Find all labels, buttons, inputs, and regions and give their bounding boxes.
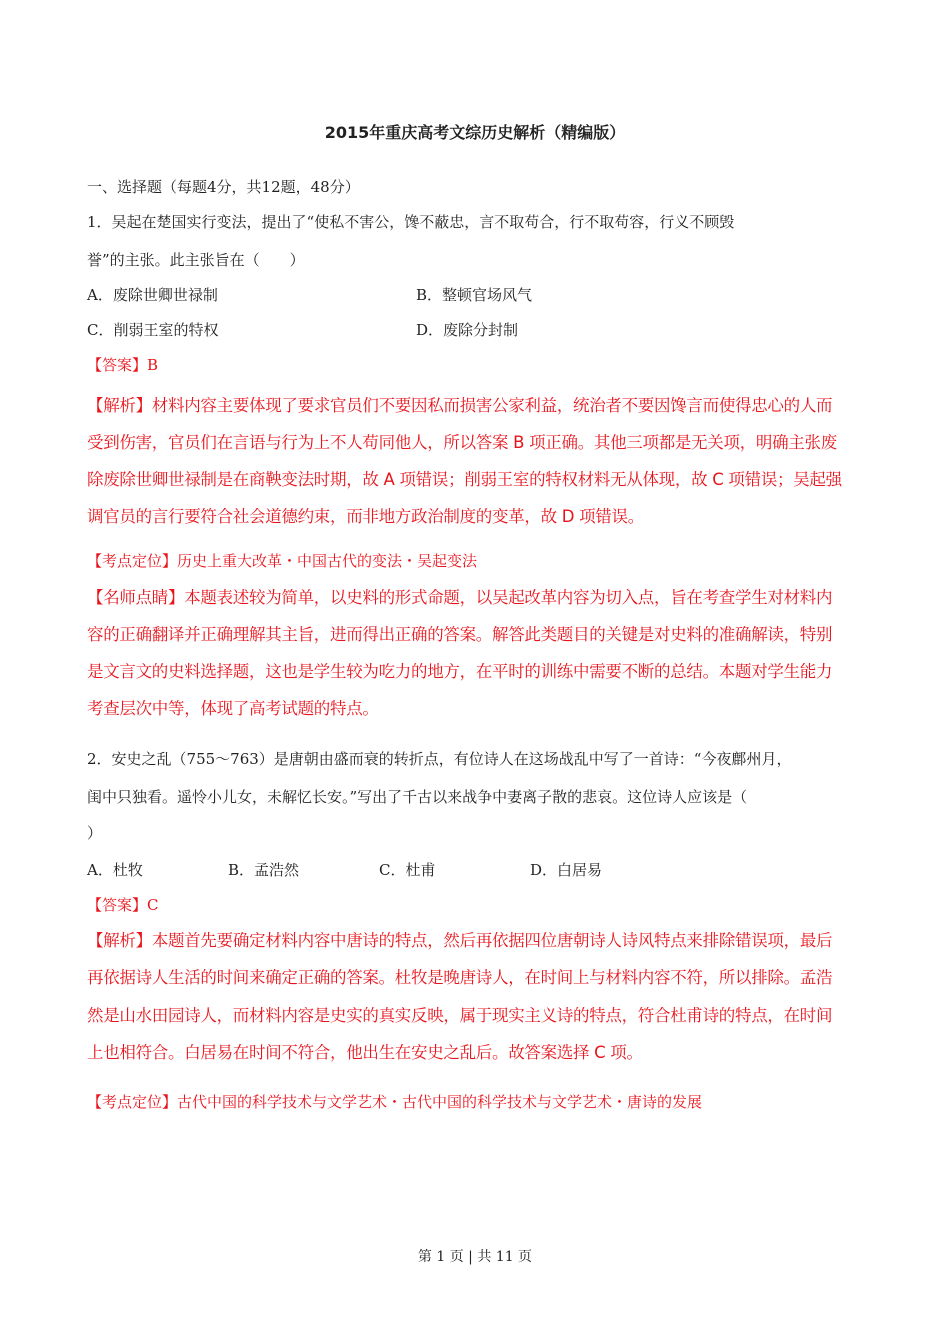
q1-analysis-line: 调官员的言行要符合社会道德约束，而非地方政治制度的变革，故 D 项错误。 (87, 507, 644, 526)
section-heading: 一、选择题（每题4分，共12题，48分） (87, 178, 360, 196)
q1-analysis-line: 受到伤害，官员们在言语与行为上不人苟同他人，所以答案 B 项正确。其他三项都是无关项，明确主张废 (87, 433, 837, 452)
q2-analysis-line: 本题首先要确定材料内容中唐诗的特点，然后再依据四位唐朝诗人诗风特点来排除错误项，最后 (151, 931, 833, 950)
q2-answer: 【答案】C (87, 896, 159, 914)
q1-option-c: C．削弱王室的特权 (87, 321, 219, 339)
q2-option-d: D．白居易 (530, 861, 603, 879)
q1-kaodian: 【考点定位】历史上重大改革・中国古代的变法・吴起变法 (87, 552, 478, 570)
q1-option-a: A．废除世卿世禄制 (87, 286, 218, 304)
q2-option-c: C．杜甫 (379, 861, 436, 879)
q1-mingshi-line: 容的正确翻译并正确理解其主旨，进而得出正确的答案。解答此类题目的关键是对史料的准确解读，特别 (87, 625, 833, 644)
page-footer: 第 1 页 | 共 11 页 (417, 1249, 533, 1265)
q2-option-a: A．杜牧 (87, 861, 143, 879)
q1-mingshi-line: 是文言文的史料选择题，这也是学生较为吃力的地方，在平时的训练中需要不断的总结。本题对学生能力 (87, 662, 833, 681)
q1-option-d: D．废除分封制 (416, 321, 519, 339)
q2-analysis-line: 然是山水田园诗人，而材料内容是史实的真实反映，属于现实主义诗的特点，符合杜甫诗的特点，在时间 (87, 1006, 833, 1025)
q2-stem-line: 闺中只独看。遥怜小儿女，未解忆长安。”写出了千古以来战争中妻离子散的悲哀。这位诗人应该是（ (87, 788, 748, 806)
q2-analysis-tag: 【解析】 (87, 931, 152, 950)
q2-option-b: B．孟浩然 (228, 861, 300, 879)
q1-mingshi-line: 考查层次中等，体现了高考试题的特点。 (87, 699, 379, 718)
q2-analysis-line: 再依据诗人生活的时间来确定正确的答案。杜牧是晚唐诗人，在时间上与材料内容不符，所以排除。孟浩 (87, 968, 833, 987)
q1-stem-line: 誉”的主张。此主张旨在（ ） (87, 251, 305, 269)
q1-mingshi-tag: 【名师点睛】 (87, 588, 185, 607)
q2-stem-line: 2．安史之乱（755～763）是唐朝由盛而衰的转折点，有位诗人在这场战乱中写了一首诗：“今夜鄜州月， (87, 750, 792, 768)
q1-answer: 【答案】B (87, 356, 159, 374)
document-title: 2015年重庆高考文综历史解析（精编版） (324, 123, 626, 142)
q2-stem-line: ） (87, 824, 103, 842)
q2-analysis-line: 上也相符合。白居易在时间不符合，他出生在安史之乱后。故答案选择 C 项。 (87, 1043, 643, 1062)
q1-analysis-line: 材料内容主要体现了要求官员们不要因私而损害公家利益，统治者不要因馋言而使得忠心的人而 (151, 396, 833, 415)
q1-option-b: B．整顿官场风气 (416, 286, 533, 304)
q1-analysis-tag: 【解析】 (87, 396, 152, 415)
q2-kaodian: 【考点定位】古代中国的科学技术与文学艺术・古代中国的科学技术与文学艺术・唐诗的发展 (87, 1093, 703, 1111)
q1-stem-line: 1．吴起在楚国实行变法，提出了“使私不害公，馋不蔽忠，言不取苟合，行不取苟容，行义不顾毁 (87, 213, 735, 231)
q1-analysis-line: 除废除世卿世禄制是在商鞅变法时期，故 A 项错误；削弱王室的特权材料无从体现，故 C 项错误；吴起强 (87, 470, 842, 489)
q1-mingshi-line: 本题表述较为简单，以史料的形式命题，以吴起改革内容为切入点，旨在考查学生对材料内 (184, 588, 833, 607)
